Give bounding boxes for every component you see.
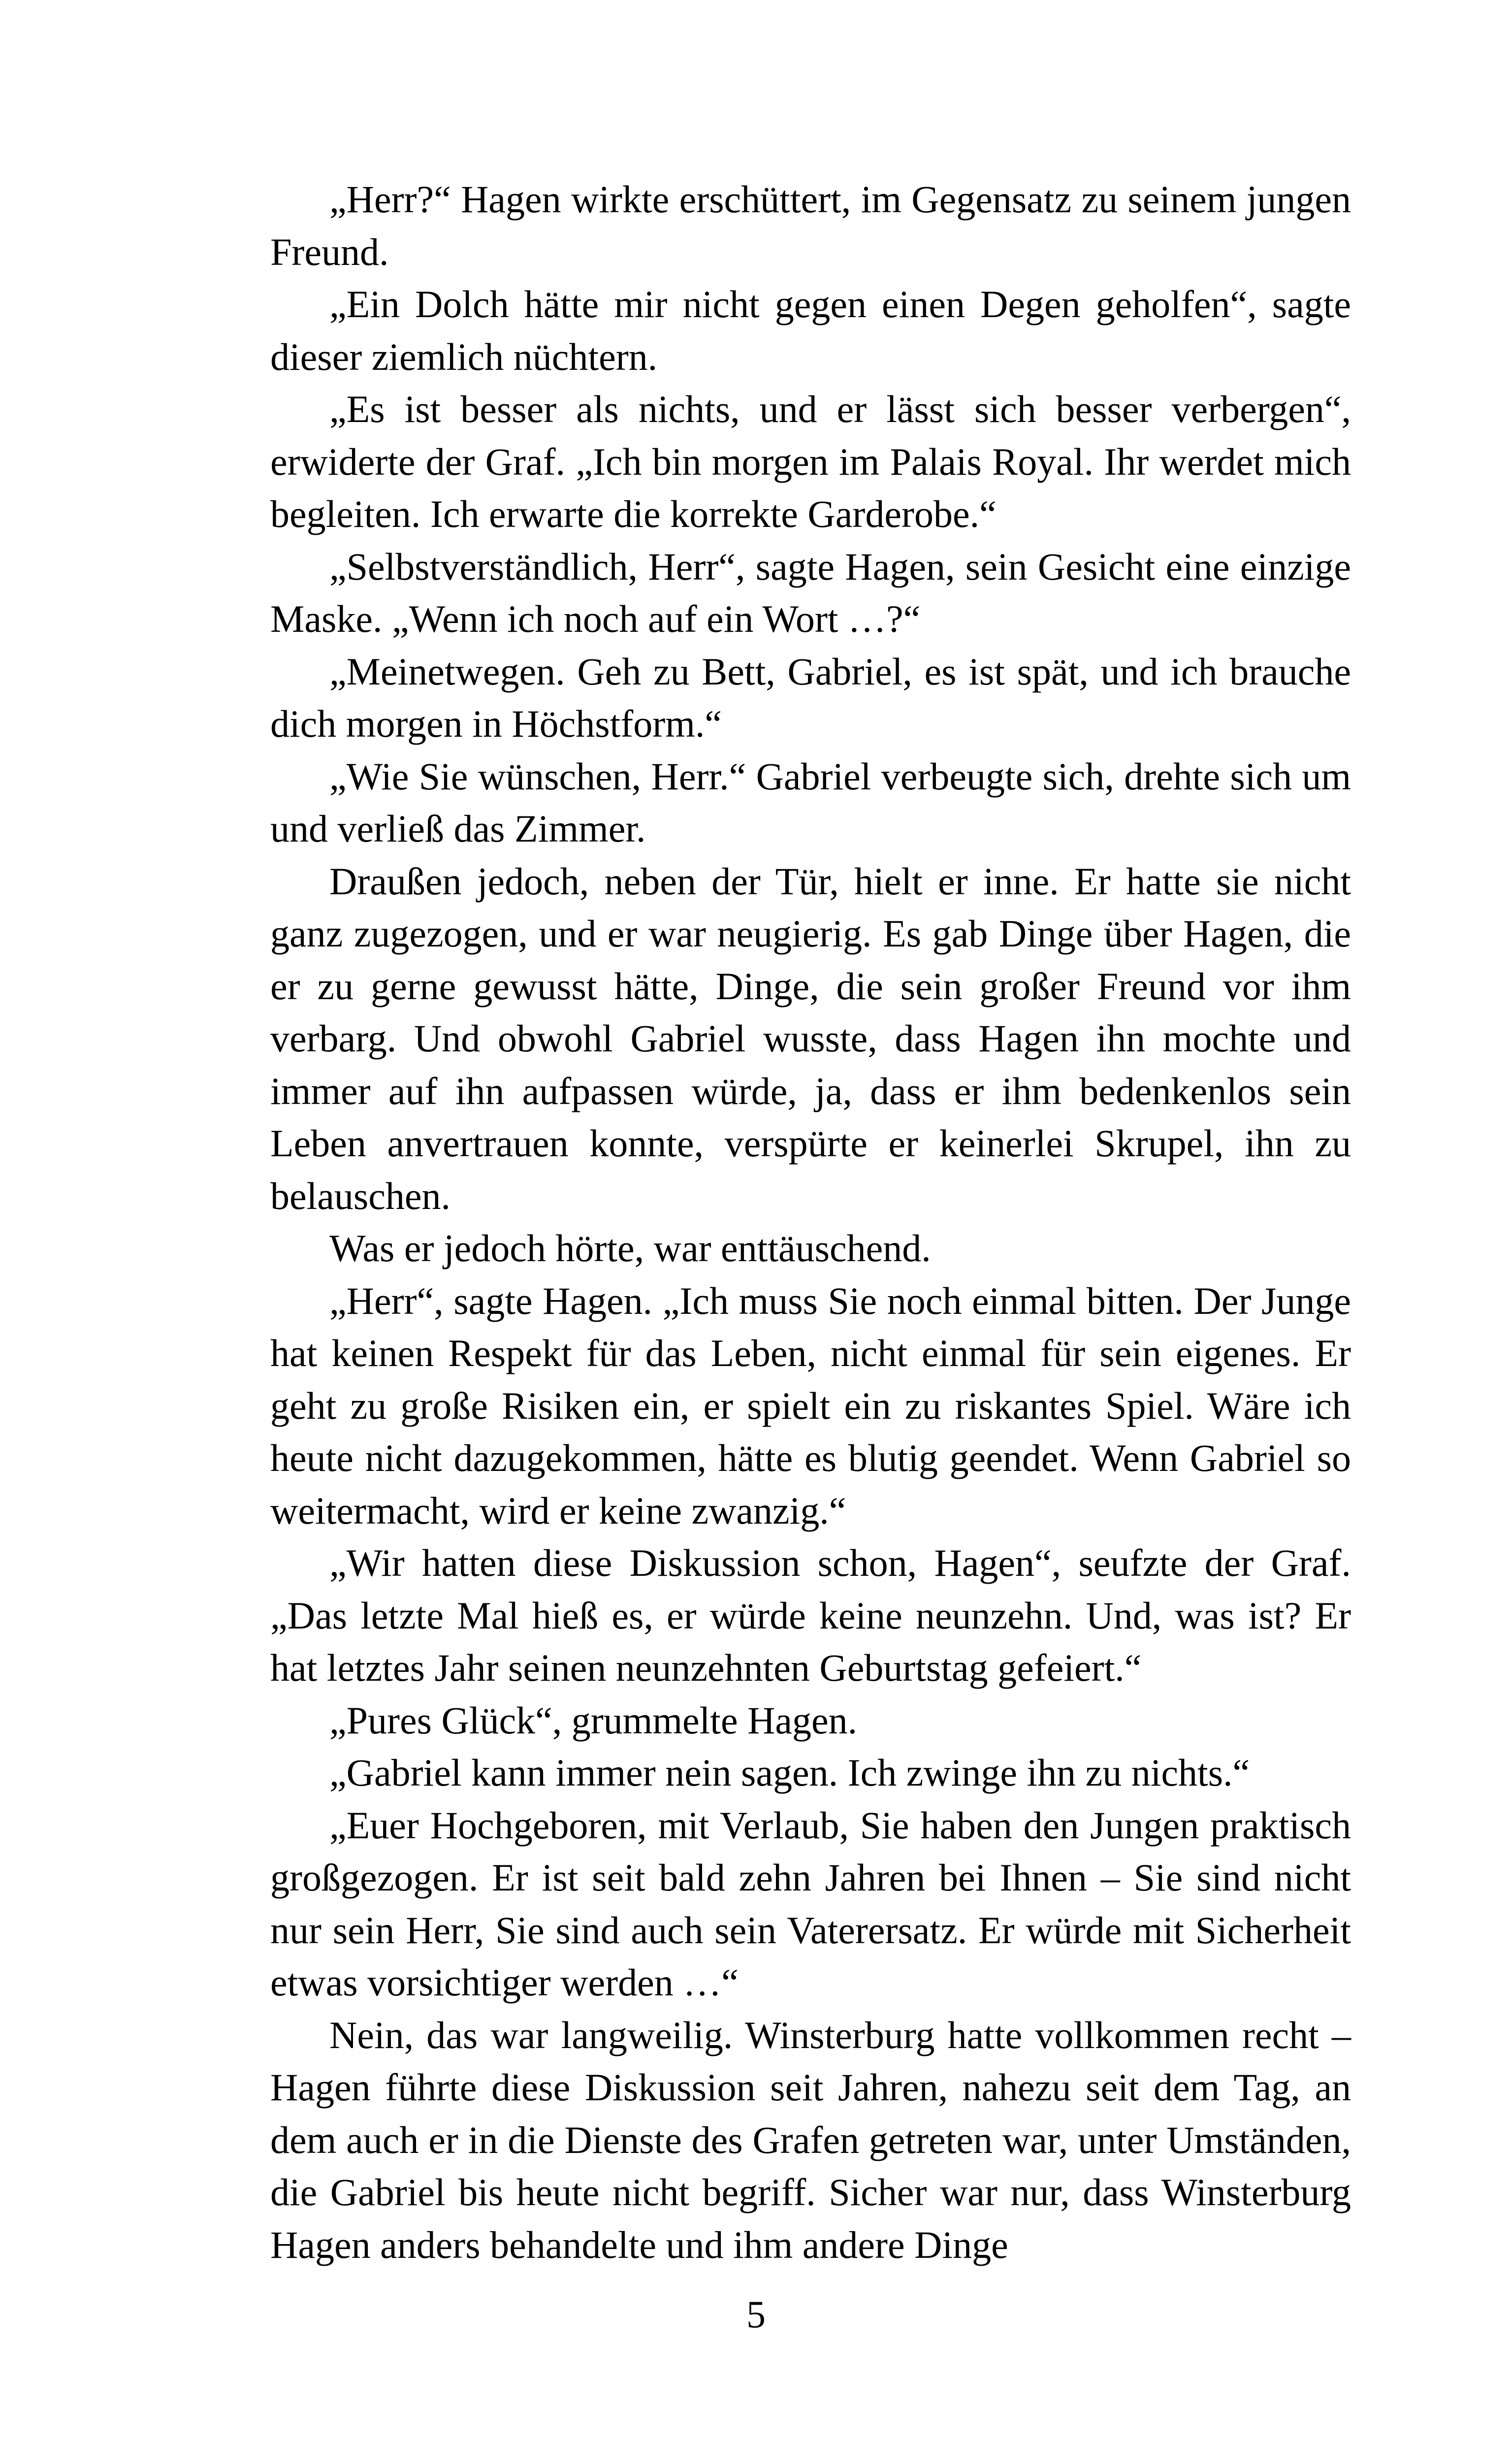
paragraph: „Euer Hochgeboren, mit Verlaub, Sie haben den Jungen praktisch großgezogen. Er ist seit bald zehn Jahren bei Ihnen – Sie sind nicht nur sein Herr, Sie sind auch sein Vaterersatz. Er würde mit Sicherheit etwas vorsichtiger werden …“ [270, 1803, 1351, 2004]
paragraph: Draußen jedoch, neben der Tür, hielt er inne. Er hatte sie nicht ganz zugezogen, und er war neugierig. Es gab Dinge über Hagen, die er zu gerne gewusst hätte, Dinge, die sein großer Freund vor ihm verbarg. Und obwohl Gabriel wusste, dass Hagen ihn mochte und immer auf ihn aufpassen würde, ja, dass er ihm bedenkenlos sein Leben anvertrauen konnte, verspürte er keinerlei Skrupel, ihn zu belauschen. [270, 859, 1351, 1217]
paragraph: „Ein Dolch hätte mir nicht gegen einen Degen geholfen“, sagte dieser ziemlich nüchtern. [270, 283, 1351, 378]
paragraph: Nein, das war langweilig. Winsterburg hatte vollkommen recht – Hagen führte diese Diskussion seit Jahren, nahezu seit dem Tag, an dem auch er in die Dienste des Grafen getreten war, unter Umständen, die Gabriel bis heute nicht begriff. Sicher war nur, dass Winsterburg Hagen anders behandelte und ihm andere Dinge [270, 2013, 1351, 2266]
paragraph: „Selbstverständlich, Herr“, sagte Hagen, sein Gesicht eine einzige Maske. „Wenn ich noch auf ein Wort …?“ [270, 545, 1351, 640]
paragraph: „Pures Glück“, grummelte Hagen. [329, 1698, 858, 1742]
paragraph: „Wie Sie wünschen, Herr.“ Gabriel verbeugte sich, drehte sich um und verließ das Zimmer. [270, 754, 1351, 850]
paragraph: „Herr?“ Hagen wirkte erschüttert, im Gegensatz zu seinem jungen Freund. [270, 178, 1351, 273]
paragraph: Was er jedoch hörte, war enttäuschend. [329, 1227, 931, 1270]
paragraph: „Herr“, sagte Hagen. „Ich muss Sie noch einmal bitten. Der Junge hat keinen Respekt für das Leben, nicht einmal für sein eigenes. Er geht zu große Risiken ein, er spielt ein zu riskantes Spiel. Wäre ich heute nicht dazugekommen, hätte es blutig geendet. Wenn Gabriel so weitermacht, wird er keine zwanzig.“ [270, 1279, 1351, 1532]
paragraph: „Gabriel kann immer nein sagen. Ich zwinge ihn zu nichts.“ [329, 1751, 1250, 1794]
page-number: 5 [746, 2293, 766, 2336]
paragraph: „Wir hatten diese Diskussion schon, Hagen“, seufzte der Graf. „Das letzte Mal hieß es, er würde keine neunzehn. Und, was ist? Er hat letztes Jahr seinen neunzehnten Geburtstag gefeiert.“ [270, 1541, 1351, 1689]
body-text [270, 173, 1351, 2271]
paragraph: „Meinetwegen. Geh zu Bett, Gabriel, es ist spät, und ich brauche dich morgen in Höchstform.“ [270, 650, 1351, 745]
paragraph: „Es ist besser als nichts, und er lässt sich besser verbergen“, erwiderte der Graf. „Ich bin morgen im Palais Royal. Ihr werdet mich begleiten. Ich erwarte die korrekte Garderobe.“ [270, 388, 1351, 535]
